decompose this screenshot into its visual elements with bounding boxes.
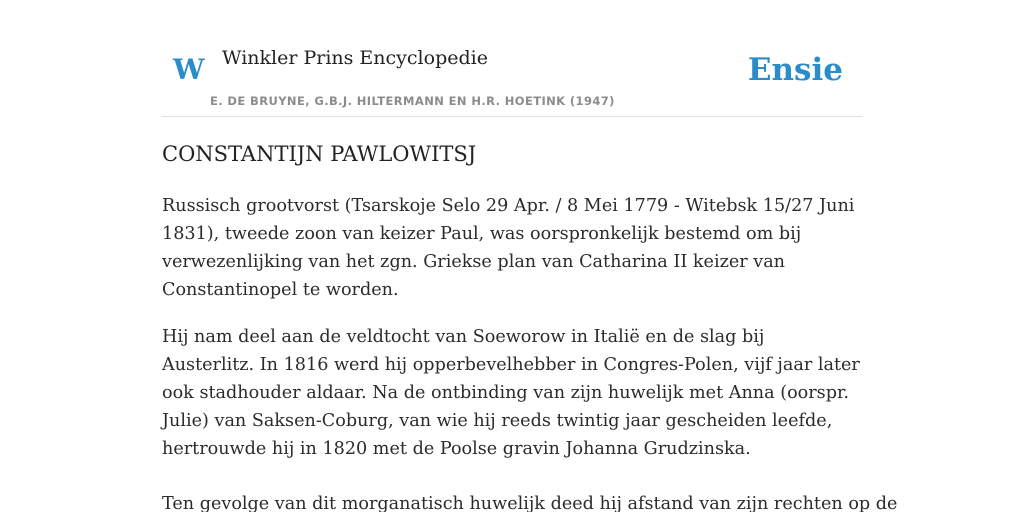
winkler-prins-logo[interactable]: W [173,53,205,86]
article-paragraph: Hij nam deel aan de veldtocht van Soeworow in Italië en de slag bij Austerlitz. In 1816 werd hij opperbevelhebber in Congres-Polen, vijf jaar later ook stadhouder aldaar. Na de ontbinding van zijn huwelijk met Anna (oorspr. Julie) van Saksen-Coburg, van wie hij reeds twintig jaar gescheiden leefde, hertrouwde hij in 1820 met de Poolse gravin Johanna Grudzinska. [162,327,860,459]
ensie-logo-link[interactable]: Ensie [747,52,843,88]
article-paragraph: Ten gevolge van dit morganatisch huwelijk deed hij afstand van zijn rechten op de [162,494,898,512]
header [162,0,862,117]
book-authors: E. DE BRUYNE, G.B.J. HILTERMANN EN H.R. HOETINK (1947) [210,94,615,108]
book-title: Winkler Prins Encyclopedie [222,47,488,69]
article-paragraph: Russisch grootvorst (Tsarskoje Selo 29 Apr. / 8 Mei 1779 - Witebsk 15/27 Juni 1831), tweede zoon van keizer Paul, was oorspronkelijk bestemd om bij verwezenlijking van het zgn. Griekse plan van Catharina II keizer van Constantinopel te worden. [162,196,855,300]
entry-title: CONSTANTIJN PAWLOWITSJ [162,142,477,166]
